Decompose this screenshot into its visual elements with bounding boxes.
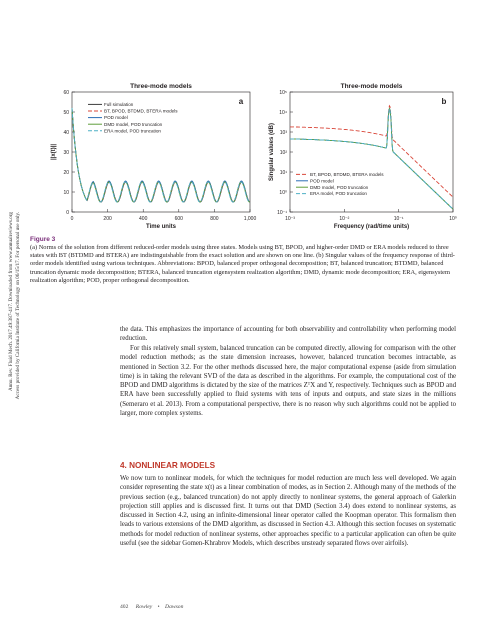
panel-a-legend-label: ERA model, POD truncation: [104, 128, 161, 134]
footer-author-2: Dawson: [165, 604, 184, 610]
panel-a-ytick-label: 30: [63, 150, 69, 156]
page-footer: [120, 604, 183, 610]
panel-a-xtick-label: 200: [103, 216, 112, 222]
download-notice: [8, 212, 22, 572]
paragraph-2: For this relatively small system, balanced truncation can be computed directly, allowing for comparison with the other model reduction methods; as the state dimension increases, however, balanced truncation becomes intractable, as mentioned in Section 3.2. For the other methods discussed here, the major computational expense (aside from simulation time) is in taking the relevant SVD of the data as described in the algorithms. For example, the computational cost of the BPOD and DMD algorithms is dictated by the size of the matrices ZᵀX and Y, respectively. Techniques such as BPOD and ERA have been successfully applied to fluid systems with tens of inputs and outputs, and state sizes in the millions (Semeraro et al. 2013). From a computational perspective, there is no reason why such algorithms could not be applied to larger, more complex systems.: [120, 345, 456, 418]
panel-b-legend-label: ERA model, POD truncation: [310, 191, 367, 197]
panel-b-ytick-label: 10⁵: [279, 90, 287, 96]
panel-a-ylabel: ||x(t)||: [51, 143, 57, 161]
panel-a-ytick-label: 0: [66, 210, 69, 216]
panel-b-xtick-label: 10⁻²: [339, 216, 350, 222]
panel-a-legend-label: Full simulation: [104, 102, 134, 107]
panel-a-legend-label: POD model: [104, 115, 128, 121]
panel-b-ytick-label: 10¹: [279, 170, 287, 176]
panel-a-title: Three-mode models: [130, 83, 192, 90]
download-notice-line2: Access provided by California Institute of Technology on 06/15/17. For personal use only.: [15, 212, 21, 400]
panel-b-ylabel: Singular values (dB): [269, 122, 275, 182]
panel-b-ytick-label: 10⁰: [279, 190, 287, 196]
panel-b-ytick-label: 10³: [279, 130, 287, 136]
download-notice-line1: Annu. Rev. Fluid Mech. 2017.49:387-417. Downloaded from www.annualreviews.org: [8, 212, 14, 392]
panel-a-chart: [51, 83, 256, 230]
paragraph-3: We now turn to nonlinear models, for which the techniques for model reduction are much less well developed. We again consider representing the state x(t) as a linear combination of modes, as in Section 2. Although many of the methods of the previous section (e.g., balanced truncation) do not apply directly to nonlinear systems, the general approach of Galerkin projection still applies and is discussed first. It turns out that DMD (Section 3.4) does extend to nonlinear systems, as discussed in Section 4.2, using an infinite-dimensional linear operator called the Koopman operator. This formalism then leads to various extensions of the DMD algorithm, as discussed in Section 4.3. Although this section focuses on systematic methods for model reduction of nonlinear systems, other approaches specific to a particular application can often be quite useful (see the sidebar Gomen-Khrabrov Models, which describes unsteady separated flows over airfoils).: [120, 475, 456, 548]
panel-b-title: Three-mode models: [340, 83, 403, 90]
panel-b-ytick-label: 10²: [279, 150, 287, 156]
panel-a-ytick-label: 10: [63, 190, 69, 196]
panel-b-ytick-label: 10⁴: [279, 110, 287, 116]
panel-a-xlabel: Time units: [146, 224, 176, 230]
figure-number: Figure 3: [30, 236, 56, 243]
panel-b-legend-label: BT, BPOD, BTDMD, BTERA models: [310, 172, 384, 177]
panel-a-xtick-label: 600: [174, 216, 183, 222]
panel-a-xtick-label: 400: [139, 216, 148, 222]
panel-b-xtick-label: 10⁰: [449, 216, 457, 222]
figure-caption: (a) Norms of the solution from different reduced-order models using three states. Models using BT, BPOD, and higher-order DMD or ERA models reduced to three states with BT (BTDMD and BTERA) are indistinguishable from the exact solution and are shown on one line. (b) Singular values of the frequency response of third-order models identified using various techniques. Abbreviations: BPOD, balanced proper orthogonal decomposition; BT, balanced truncation; BTDMD, balanced truncation dynamic mode decomposition; BTERA, balanced truncation eigensystem realization algorithm; DMD, dynamic mode decomposition; ERA, eigensystem realization algorithm; POD, proper orthogonal decomposition.: [30, 244, 455, 284]
panel-a-ytick-label: 20: [63, 170, 69, 176]
panel-b-legend-label: POD model: [310, 178, 334, 184]
panel-a-xtick-label: 0: [70, 216, 74, 222]
panel-a-ytick-label: 40: [63, 130, 69, 136]
panel-a-letter: a: [238, 97, 244, 106]
page-number: 402: [120, 604, 129, 610]
panel-b-chart: [269, 83, 457, 230]
panel-b-xlabel: Frequency (rad/time units): [333, 224, 410, 230]
panel-b-legend-label: DMD model, POD truncation: [310, 184, 369, 190]
panel-b-xtick-label: 10⁻¹: [393, 216, 404, 222]
panel-b-xtick-label: 10⁻³: [285, 216, 295, 222]
panel-a-legend-label: BT, BPOD, BTDMD, BTERA models: [104, 108, 178, 114]
panel-a-xtick-label: 800: [210, 216, 219, 222]
panel-a-ytick-label: 50: [63, 110, 69, 116]
figure-3: [0, 0, 485, 236]
panel-b-letter: b: [441, 97, 447, 106]
panel-a-ytick-label: 60: [63, 90, 69, 96]
panel-b-ytick-label: 10⁻¹: [277, 210, 287, 216]
paragraph-1: the data. This emphasizes the importance of accounting for both observability and controllability when performing model reduction.: [120, 326, 456, 343]
panel-a-xtick-label: 1,000: [243, 216, 257, 222]
footer-author-1: Rowley: [135, 604, 153, 610]
section-title: 4. NONLINEAR MODELS: [120, 461, 216, 470]
panel-a-legend-label: DMD model, POD truncation: [104, 121, 163, 127]
footer-separator: •: [157, 604, 160, 610]
